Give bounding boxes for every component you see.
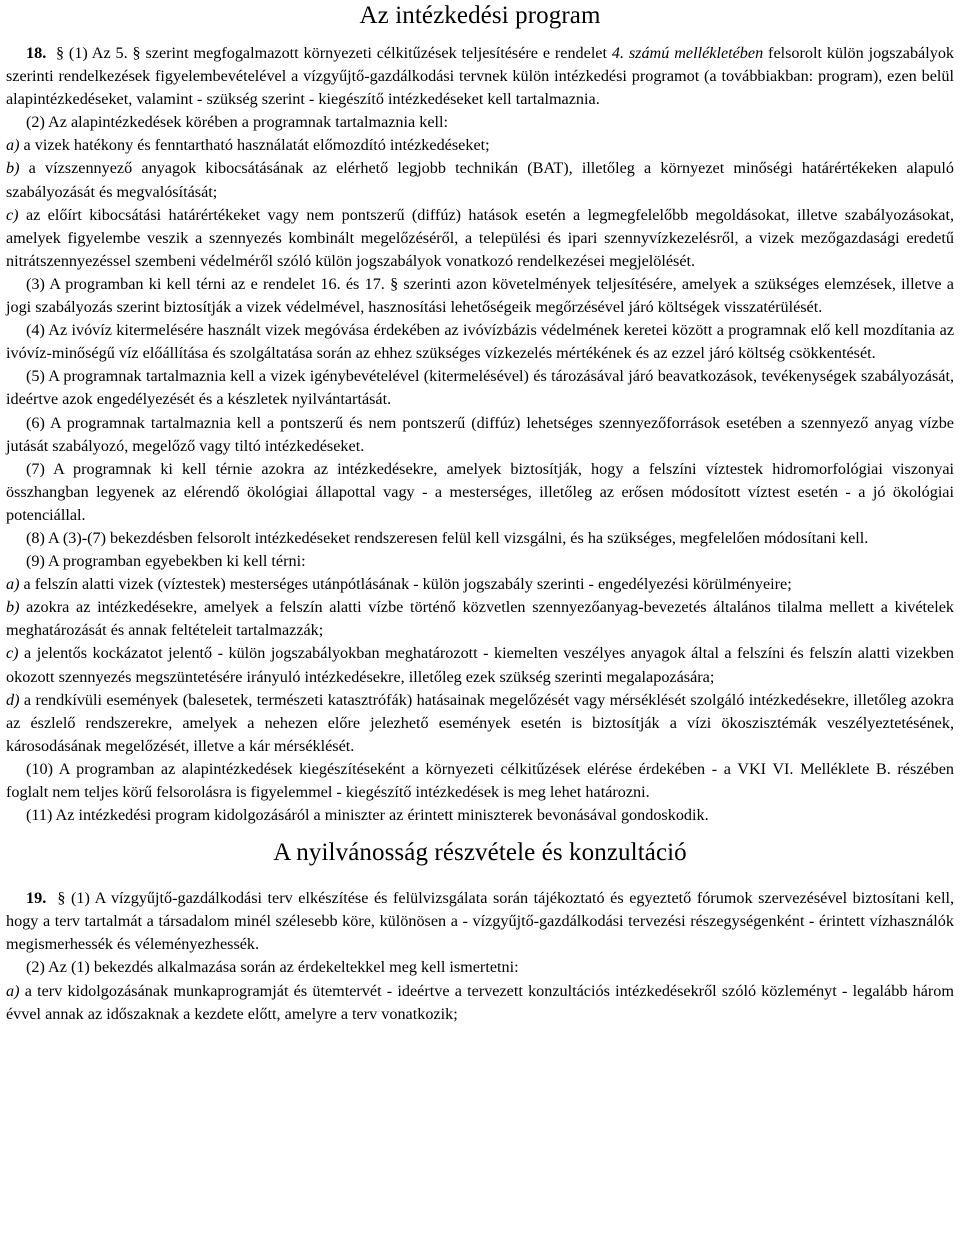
s19-paragraph-2: (2) Az (1) bekezdés alkalmazása során az érdekeltekkel meg kell ismertetni:	[26, 958, 519, 977]
s18-paragraph-5: (5) A programnak tartalmaznia kell a vizek igénybevételével (kitermelésével) és tározásával járó beavatkozások, tevékenységek szabályozását, ideértve azok engedélyezését és a készletek nyilvántartását.	[6, 367, 954, 409]
s18-p9-item-d: d) a rendkívüli események (balesetek, természeti katasztrófák) hatásainak megelőzését vagy mérséklését szolgáló intézkedésekre, illetőleg azokra az észlelő rendszerekre, amelyek a nehezen előre jelezhető események esetén is biztosítják a vízi ökoszisztémák veszélyeztetésének, károsodásának megelőzését, illetve a kár mérséklését.	[6, 690, 954, 755]
s18-paragraph-1: 18. § (1) Az 5. § szerint megfogalmazott környezeti célkitűzések teljesítésére e rendelet 4. számú mellékletében felsorolt külön jogszabályok szerinti rendelkezések figyelembevételével a vízgyűjtő-gazdálkodási tervnek külön intézkedési programot (a továbbiakban: program), ezen belül alapintézkedéseket, valamint - szükség szerint - kiegészítő intézkedéseket kell tartalmaznia.	[6, 44, 955, 109]
s18-p9-item-b: b) azokra az intézkedésekre, amelyek a felszín alatti vízbe történő közvetlen szennyezőanyag-bevezetés általános tilalma mellett a kivételek meghatározását és annak feltételeit tartalmazzák;	[6, 598, 954, 640]
s18-paragraph-11: (11) Az intézkedési program kidolgozásáról a miniszter az érintett miniszterek bevonásával gondoskodik.	[26, 806, 709, 825]
s18-paragraph-2: (2) Az alapintézkedések körében a programnak tartalmaznia kell:	[26, 113, 449, 132]
s18-paragraph-8: (8) A (3)-(7) bekezdésben felsorolt intézkedéseket rendszeresen felül kell vizsgálni, és ha szükséges, megfelelően módosítani kell.	[26, 528, 869, 547]
s18-paragraph-4: (4) Az ivóvíz kitermelésére használt vizek megóvása érdekében az ivóvízbázis védelmének keretei között a programnak elő kell mozdítania az ivóvíz-minőségű víz előállítása és szolgáltatása során az ehhez szükséges vízkezelés mértékének és az ezzel járó költség csökkentését.	[6, 321, 954, 363]
s18-item-c: c) az előírt kibocsátási határértékeket vagy nem pontszerű (diffúz) hatások esetén a legmegfelelőbb megoldásokat, illetve szabályozásokat, amelyek figyelembe veszik a szennyezés kombinált megelőzéséről, a települési és ipari szennyvízkezelésről, a vizek mezőgazdasági eredetű nitrátszennyezéssel szembeni védelméről szóló külön jogszabályok vonatkozó rendelkezései megjelölését.	[6, 205, 954, 270]
s18-paragraph-7: (7) A programnak ki kell térnie azokra az intézkedésekre, amelyek biztosítják, hogy a felszíni víztestek hidromorfológiai viszonyai összhangban legyenek az elérendő ökológiai állapottal vagy - a mesterséges, illetőleg az erősen módosított víztest esetén - a jó ökológiai potenciállal.	[6, 459, 954, 524]
s18-paragraph-3: (3) A programban ki kell térni az e rendelet 16. és 17. § szerinti azon követelmények teljesítésére, amelyek a szükséges elemzések, illetve a jogi szabályozás szerint biztosítják a vizek védelmével, hasznosítási lehetőségeik megőrzésével járó költségek visszatérülését.	[6, 274, 954, 317]
s19-number: 19.	[26, 889, 47, 908]
s18-item-b: b) a vízszennyező anyagok kibocsátásának az elérhető legjobb technikán (BAT), illetőleg a környezet minőségi határértékeken alapuló szabályozását és megvalósítását;	[6, 159, 954, 201]
s18-paragraph-6: (6) A programnak tartalmaznia kell a pontszerű és nem pontszerű (diffúz) lehetséges szennyezőforrások esetében a szennyező anyag vízbe jutását szabályozó, megelőző vagy tiltó intézkedéseket.	[6, 413, 954, 455]
s18-p9-item-c: c) a jelentős kockázatot jelentő - külön jogszabályokban meghatározott - kiemelten veszélyes anyagok által a felszíni és felszín alatti vizekben okozott szennyezés megszüntetésére irányuló intézkedésekre, illetőleg ezek szükség szerinti megalapozására;	[6, 644, 954, 686]
s19-item-a: a) a terv kidolgozásának munkaprogramját és ütemtervét - ideértve a tervezett konzultációs intézkedésekről szóló közleményt - legalább három évvel annak az időszaknak a kezdete előtt, amelyre a terv vonatkozik;	[6, 981, 954, 1023]
s18-paragraph-9: (9) A programban egyebekben ki kell térni:	[26, 552, 306, 571]
section-title-nyilvanossag: A nyilvánosság részvétele és konzultáció	[273, 839, 687, 867]
section-title-intezkedesi-program: Az intézkedési program	[359, 2, 601, 29]
s18-number: 18.	[26, 44, 47, 62]
s18-paragraph-10: (10) A programban az alapintézkedések kiegészítéseként a környezeti célkitűzések elérése érdekében - a VKI VI. Melléklete B. részében foglalt nem teljes körű felsorolásra is figyelemmel - kiegészítő intézkedések is meg lehet határozni.	[6, 759, 954, 801]
s18-item-a: a) a vizek hatékony és fenntartható használatát előmozdító intézkedéseket;	[6, 136, 490, 155]
s18-p9-item-a: a) a felszín alatti vizek (víztestek) mesterséges utánpótlásának - külön jogszabály szerinti - engedélyezési körülményeire;	[6, 575, 792, 594]
s19-paragraph-1: 19. § (1) A vízgyűjtő-gazdálkodási terv elkészítése és felülvizsgálata során tájékoztató és egyeztető fórumok szervezésével biztosítani kell, hogy a terv tartalmát a társadalom minél szélesebb köre, különösen a - vízgyűjtő-gazdálkodási tervezési részegységenként - érintett vízhasználók megismerhessék és véleményezhessék.	[6, 889, 954, 954]
